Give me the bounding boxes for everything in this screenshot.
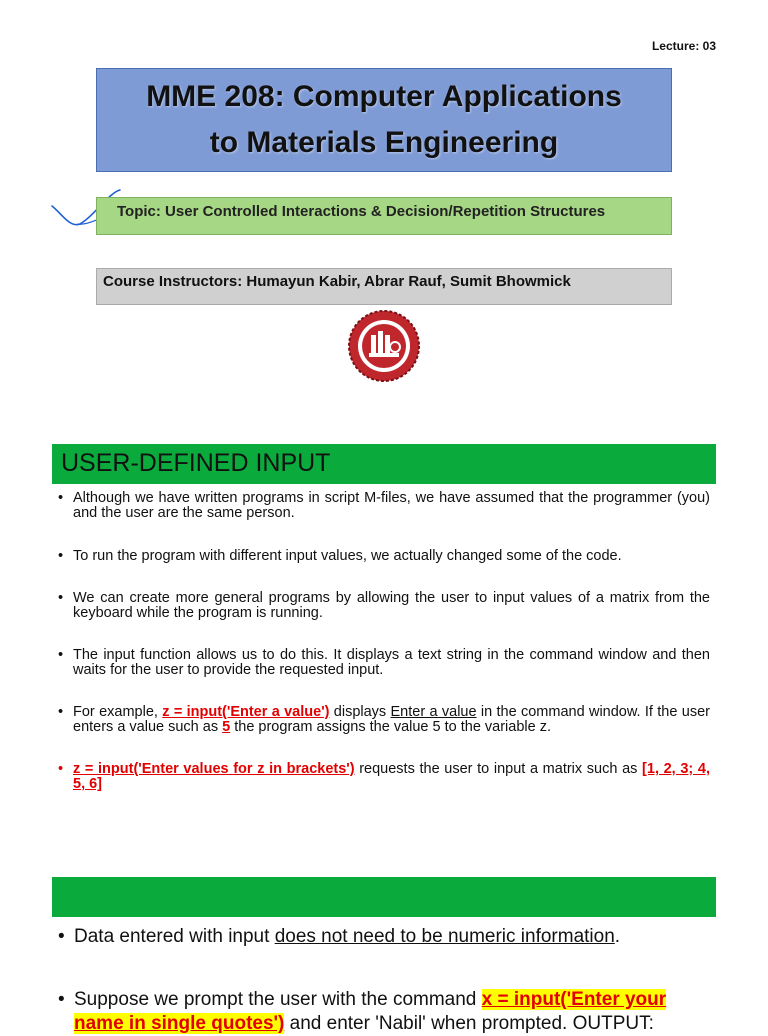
instructors-text: Course Instructors: Humayun Kabir, Abrar Rauf, Sumit Bhowmick bbox=[103, 273, 571, 290]
topic-text: Topic: User Controlled Interactions & Decision/Repetition Structures bbox=[117, 203, 606, 220]
bullet-item bbox=[58, 988, 710, 1036]
bullet-text: Although we have written programs in script M-files, we have assumed that the programmer (you) and the user are the same person. bbox=[73, 490, 710, 521]
course-title-box bbox=[96, 68, 672, 172]
code-example-matrix-input: z = input('Enter values for z in brackets') bbox=[73, 761, 355, 777]
bullet-text: To run the program with different input values, we actually changed some of the code. bbox=[73, 548, 622, 564]
university-logo-icon bbox=[347, 309, 421, 383]
instructors-box bbox=[96, 268, 672, 305]
bullet-text-pre: Data entered with input bbox=[74, 926, 275, 947]
section-header-bar bbox=[52, 877, 716, 917]
bullet-text-underlined: does not need to be numeric information bbox=[274, 926, 615, 947]
bullet-text-post: in the command window. If the user enters a value such as bbox=[73, 704, 710, 735]
section-header-user-defined-input bbox=[52, 444, 716, 484]
bullet-item bbox=[58, 648, 710, 678]
bullet-item bbox=[58, 705, 710, 735]
bullet-text-pre: For example, bbox=[73, 704, 163, 720]
bullet-item bbox=[58, 762, 710, 792]
bullet-text-pre: Suppose we prompt the user with the command bbox=[74, 989, 482, 1010]
bullet-item bbox=[58, 591, 710, 621]
bullet-text: We can create more general programs by allowing the user to input values of a matrix from the keyboard while the program is running. bbox=[73, 590, 710, 621]
topic-box bbox=[96, 197, 672, 235]
course-title-line-1: MME 208: Computer Applications bbox=[146, 80, 622, 113]
bullet-item bbox=[58, 491, 710, 521]
course-title bbox=[146, 74, 622, 166]
lecture-number: Lecture: 03 bbox=[651, 39, 716, 53]
bullet-icon: • bbox=[58, 926, 65, 947]
bullet-icon: • bbox=[58, 761, 64, 777]
display-text-example: Enter a value bbox=[390, 704, 477, 720]
bullet-item bbox=[58, 925, 710, 949]
code-example-input: z = input('Enter a value') bbox=[162, 704, 330, 720]
course-title-line-2: to Materials Engineering bbox=[209, 126, 559, 159]
bullet-list-string-input bbox=[58, 925, 710, 1036]
bullet-text-mid: requests the user to input a matrix such as bbox=[354, 761, 643, 777]
bullet-text-end: . bbox=[614, 926, 621, 947]
bullet-icon: • bbox=[58, 704, 64, 720]
matrix-example: [1, 2, 3; 4, 5, 6] bbox=[73, 761, 710, 792]
bullet-text-mid: displays bbox=[329, 704, 391, 720]
bullet-icon: • bbox=[58, 989, 65, 1010]
bullet-list-input bbox=[58, 490, 710, 792]
bullet-text-end: and enter 'Nabil' when prompted. OUTPUT: bbox=[284, 1013, 654, 1034]
value-example: 5 bbox=[222, 719, 231, 735]
bullet-icon: • bbox=[58, 548, 64, 564]
code-example-name-input: x = input('Enter your name in single quotes') bbox=[74, 989, 667, 1034]
bullet-icon: • bbox=[58, 647, 64, 663]
bullet-icon: • bbox=[58, 490, 64, 506]
bullet-text: The input function allows us to do this. It displays a text string in the command window and then waits for the user to provide the requested input. bbox=[73, 647, 710, 678]
bullet-text-end: the program assigns the value 5 to the variable z. bbox=[230, 719, 551, 735]
bullet-icon: • bbox=[58, 590, 64, 606]
bullet-item bbox=[58, 549, 710, 564]
section-title: USER-DEFINED INPUT bbox=[61, 449, 331, 477]
